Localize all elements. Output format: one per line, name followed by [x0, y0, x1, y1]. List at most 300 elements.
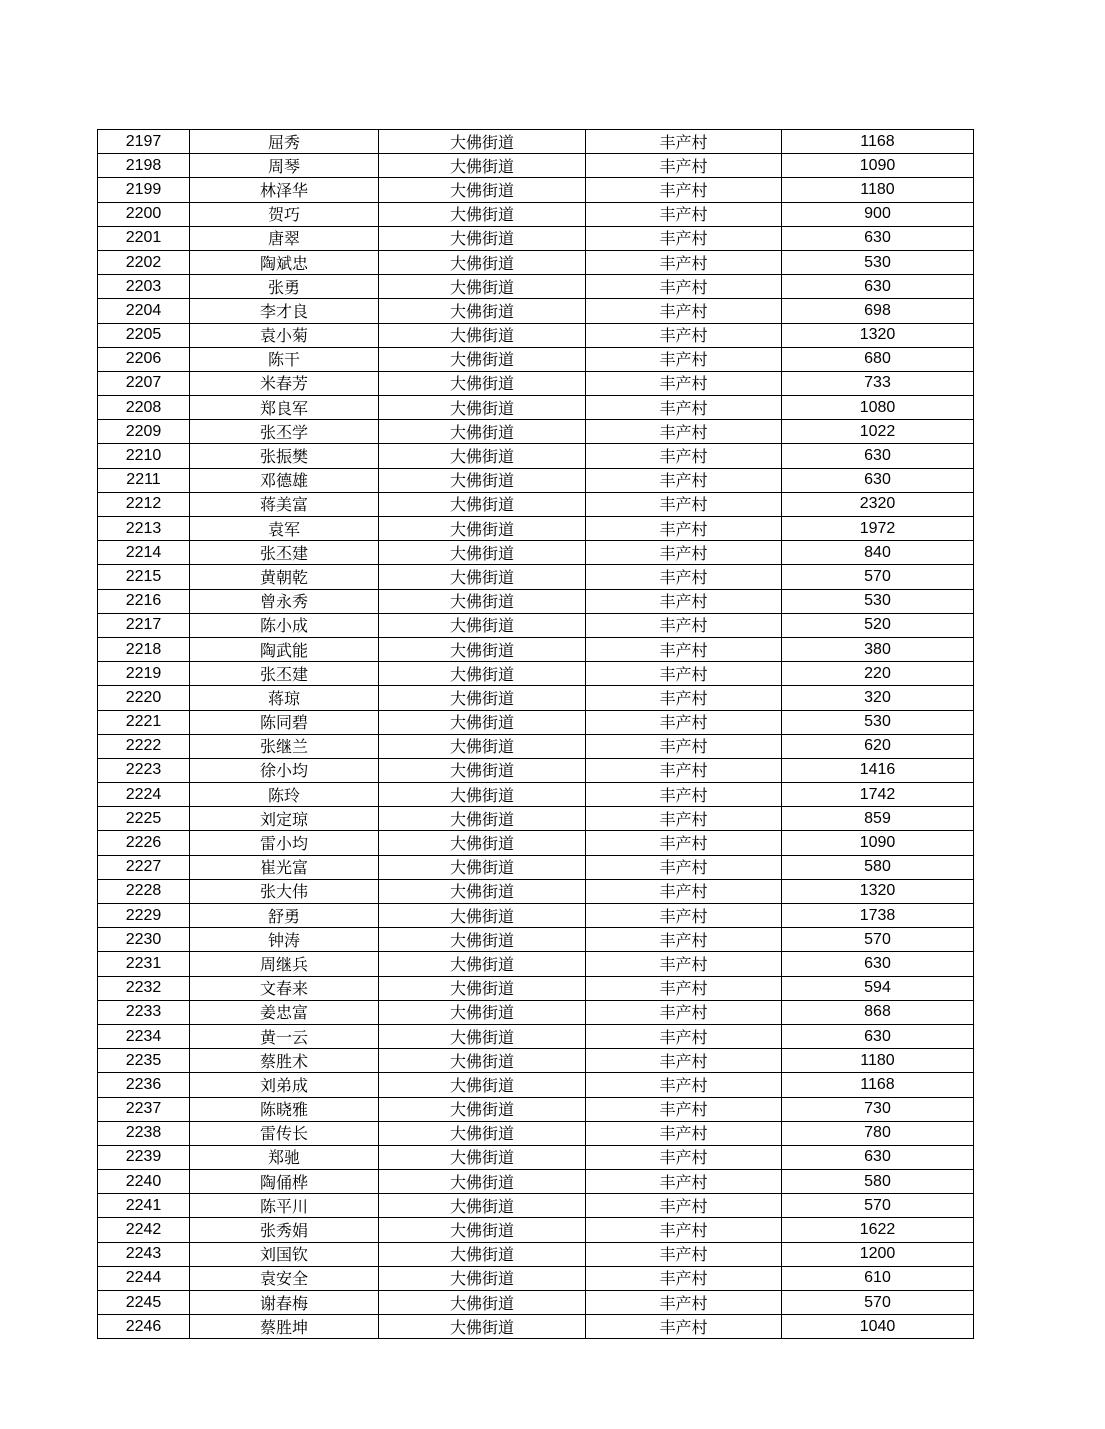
table-row — [98, 928, 974, 952]
village-cell: 丰产村 — [586, 662, 782, 686]
person-name-cell: 陶斌忠 — [190, 250, 379, 274]
street-cell: 大佛街道 — [379, 637, 586, 661]
person-name-cell: 郑驰 — [190, 1145, 379, 1169]
person-name-cell: 刘国钦 — [190, 1242, 379, 1266]
person-name-cell: 张大伟 — [190, 879, 379, 903]
amount-cell: 630 — [782, 226, 974, 250]
table-row — [98, 226, 974, 250]
person-name-cell: 陶武能 — [190, 637, 379, 661]
table-row — [98, 879, 974, 903]
row-number-cell: 2200 — [98, 202, 190, 226]
amount-cell: 1622 — [782, 1218, 974, 1242]
amount-cell: 594 — [782, 976, 974, 1000]
street-cell: 大佛街道 — [379, 541, 586, 565]
amount-cell: 630 — [782, 1145, 974, 1169]
row-number-cell: 2227 — [98, 855, 190, 879]
table-row — [98, 517, 974, 541]
table-row — [98, 1291, 974, 1315]
amount-cell: 220 — [782, 662, 974, 686]
village-cell: 丰产村 — [586, 879, 782, 903]
village-cell: 丰产村 — [586, 1218, 782, 1242]
table-row — [98, 492, 974, 516]
person-name-cell: 贺巧 — [190, 202, 379, 226]
person-name-cell: 陶俑桦 — [190, 1170, 379, 1194]
amount-cell: 1022 — [782, 420, 974, 444]
person-name-cell: 屈秀 — [190, 130, 379, 154]
person-name-cell: 姜忠富 — [190, 1000, 379, 1024]
amount-cell: 530 — [782, 250, 974, 274]
street-cell: 大佛街道 — [379, 226, 586, 250]
street-cell: 大佛街道 — [379, 1218, 586, 1242]
village-cell: 丰产村 — [586, 710, 782, 734]
row-number-cell: 2213 — [98, 517, 190, 541]
row-number-cell: 2236 — [98, 1073, 190, 1097]
village-cell: 丰产村 — [586, 952, 782, 976]
amount-cell: 520 — [782, 613, 974, 637]
village-cell: 丰产村 — [586, 517, 782, 541]
amount-cell: 570 — [782, 565, 974, 589]
person-name-cell: 陈平川 — [190, 1194, 379, 1218]
table-row — [98, 637, 974, 661]
person-name-cell: 徐小均 — [190, 758, 379, 782]
village-cell: 丰产村 — [586, 226, 782, 250]
street-cell: 大佛街道 — [379, 1024, 586, 1048]
table-row — [98, 1097, 974, 1121]
table-body — [98, 130, 974, 1339]
table-row — [98, 831, 974, 855]
person-name-cell: 袁小菊 — [190, 323, 379, 347]
table-row — [98, 1170, 974, 1194]
row-number-cell: 2206 — [98, 347, 190, 371]
row-number-cell: 2202 — [98, 250, 190, 274]
amount-cell: 630 — [782, 952, 974, 976]
table-row — [98, 589, 974, 613]
amount-cell: 1200 — [782, 1242, 974, 1266]
amount-cell: 380 — [782, 637, 974, 661]
table-row — [98, 1121, 974, 1145]
village-cell: 丰产村 — [586, 1194, 782, 1218]
street-cell: 大佛街道 — [379, 879, 586, 903]
row-number-cell: 2229 — [98, 904, 190, 928]
table-row — [98, 904, 974, 928]
street-cell: 大佛街道 — [379, 1266, 586, 1290]
table-row — [98, 1024, 974, 1048]
street-cell: 大佛街道 — [379, 420, 586, 444]
village-cell: 丰产村 — [586, 976, 782, 1000]
person-name-cell: 黄一云 — [190, 1024, 379, 1048]
row-number-cell: 2241 — [98, 1194, 190, 1218]
village-cell: 丰产村 — [586, 275, 782, 299]
row-number-cell: 2245 — [98, 1291, 190, 1315]
row-number-cell: 2246 — [98, 1315, 190, 1339]
street-cell: 大佛街道 — [379, 1097, 586, 1121]
person-name-cell: 陈干 — [190, 347, 379, 371]
table-row — [98, 1242, 974, 1266]
street-cell: 大佛街道 — [379, 468, 586, 492]
person-name-cell: 曾永秀 — [190, 589, 379, 613]
row-number-cell: 2199 — [98, 178, 190, 202]
row-number-cell: 2220 — [98, 686, 190, 710]
table-row — [98, 734, 974, 758]
street-cell: 大佛街道 — [379, 1145, 586, 1169]
street-cell: 大佛街道 — [379, 758, 586, 782]
table-row — [98, 420, 974, 444]
street-cell: 大佛街道 — [379, 275, 586, 299]
street-cell: 大佛街道 — [379, 347, 586, 371]
village-cell: 丰产村 — [586, 1097, 782, 1121]
person-name-cell: 张继兰 — [190, 734, 379, 758]
person-name-cell: 袁安全 — [190, 1266, 379, 1290]
table-row — [98, 178, 974, 202]
village-cell: 丰产村 — [586, 734, 782, 758]
table-row — [98, 1194, 974, 1218]
amount-cell: 859 — [782, 807, 974, 831]
table-row — [98, 1266, 974, 1290]
amount-cell: 580 — [782, 1170, 974, 1194]
row-number-cell: 2237 — [98, 1097, 190, 1121]
village-cell: 丰产村 — [586, 1315, 782, 1339]
person-name-cell: 陈晓雅 — [190, 1097, 379, 1121]
row-number-cell: 2211 — [98, 468, 190, 492]
village-cell: 丰产村 — [586, 1073, 782, 1097]
person-name-cell: 文春来 — [190, 976, 379, 1000]
row-number-cell: 2223 — [98, 758, 190, 782]
street-cell: 大佛街道 — [379, 904, 586, 928]
street-cell: 大佛街道 — [379, 589, 586, 613]
table-row — [98, 1145, 974, 1169]
row-number-cell: 2242 — [98, 1218, 190, 1242]
street-cell: 大佛街道 — [379, 662, 586, 686]
table-row — [98, 275, 974, 299]
village-cell: 丰产村 — [586, 1024, 782, 1048]
village-cell: 丰产村 — [586, 492, 782, 516]
street-cell: 大佛街道 — [379, 492, 586, 516]
table-row — [98, 662, 974, 686]
amount-cell: 630 — [782, 275, 974, 299]
street-cell: 大佛街道 — [379, 565, 586, 589]
street-cell: 大佛街道 — [379, 1121, 586, 1145]
person-name-cell: 张勇 — [190, 275, 379, 299]
amount-cell: 620 — [782, 734, 974, 758]
table-row — [98, 952, 974, 976]
street-cell: 大佛街道 — [379, 1315, 586, 1339]
row-number-cell: 2217 — [98, 613, 190, 637]
person-name-cell: 陈同碧 — [190, 710, 379, 734]
village-cell: 丰产村 — [586, 807, 782, 831]
amount-cell: 1738 — [782, 904, 974, 928]
person-name-cell: 袁军 — [190, 517, 379, 541]
amount-cell: 733 — [782, 371, 974, 395]
table-row — [98, 130, 974, 154]
village-cell: 丰产村 — [586, 904, 782, 928]
amount-cell: 1168 — [782, 130, 974, 154]
village-cell: 丰产村 — [586, 686, 782, 710]
person-name-cell: 张振樊 — [190, 444, 379, 468]
street-cell: 大佛街道 — [379, 613, 586, 637]
table-row — [98, 855, 974, 879]
street-cell: 大佛街道 — [379, 1000, 586, 1024]
street-cell: 大佛街道 — [379, 1073, 586, 1097]
amount-cell: 1080 — [782, 396, 974, 420]
table-row — [98, 807, 974, 831]
street-cell: 大佛街道 — [379, 1049, 586, 1073]
village-cell: 丰产村 — [586, 831, 782, 855]
table-row — [98, 565, 974, 589]
row-number-cell: 2230 — [98, 928, 190, 952]
person-name-cell: 雷小均 — [190, 831, 379, 855]
person-name-cell: 舒勇 — [190, 904, 379, 928]
table-row — [98, 613, 974, 637]
village-cell: 丰产村 — [586, 202, 782, 226]
street-cell: 大佛街道 — [379, 444, 586, 468]
village-cell: 丰产村 — [586, 1242, 782, 1266]
amount-cell: 2320 — [782, 492, 974, 516]
row-number-cell: 2243 — [98, 1242, 190, 1266]
amount-cell: 780 — [782, 1121, 974, 1145]
person-name-cell: 蒋琼 — [190, 686, 379, 710]
row-number-cell: 2216 — [98, 589, 190, 613]
amount-cell: 680 — [782, 347, 974, 371]
amount-cell: 580 — [782, 855, 974, 879]
table-row — [98, 347, 974, 371]
row-number-cell: 2210 — [98, 444, 190, 468]
village-cell: 丰产村 — [586, 928, 782, 952]
village-cell: 丰产村 — [586, 444, 782, 468]
person-name-cell: 唐翠 — [190, 226, 379, 250]
village-cell: 丰产村 — [586, 541, 782, 565]
row-number-cell: 2198 — [98, 154, 190, 178]
street-cell: 大佛街道 — [379, 734, 586, 758]
row-number-cell: 2209 — [98, 420, 190, 444]
table-row — [98, 1315, 974, 1339]
table-row — [98, 758, 974, 782]
row-number-cell: 2197 — [98, 130, 190, 154]
person-name-cell: 陈玲 — [190, 783, 379, 807]
person-name-cell: 蔡胜坤 — [190, 1315, 379, 1339]
person-name-cell: 钟涛 — [190, 928, 379, 952]
table-row — [98, 976, 974, 1000]
amount-cell: 900 — [782, 202, 974, 226]
street-cell: 大佛街道 — [379, 928, 586, 952]
table-row — [98, 710, 974, 734]
person-name-cell: 陈小成 — [190, 613, 379, 637]
row-number-cell: 2226 — [98, 831, 190, 855]
street-cell: 大佛街道 — [379, 154, 586, 178]
table-row — [98, 250, 974, 274]
row-number-cell: 2234 — [98, 1024, 190, 1048]
amount-cell: 630 — [782, 468, 974, 492]
street-cell: 大佛街道 — [379, 1170, 586, 1194]
row-number-cell: 2233 — [98, 1000, 190, 1024]
amount-cell: 1416 — [782, 758, 974, 782]
village-cell: 丰产村 — [586, 1121, 782, 1145]
amount-cell: 610 — [782, 1266, 974, 1290]
street-cell: 大佛街道 — [379, 952, 586, 976]
person-name-cell: 蔡胜术 — [190, 1049, 379, 1073]
street-cell: 大佛街道 — [379, 202, 586, 226]
village-cell: 丰产村 — [586, 468, 782, 492]
amount-cell: 570 — [782, 1194, 974, 1218]
table-row — [98, 1000, 974, 1024]
row-number-cell: 2221 — [98, 710, 190, 734]
street-cell: 大佛街道 — [379, 299, 586, 323]
street-cell: 大佛街道 — [379, 517, 586, 541]
row-number-cell: 2235 — [98, 1049, 190, 1073]
amount-cell: 868 — [782, 1000, 974, 1024]
village-cell: 丰产村 — [586, 589, 782, 613]
person-name-cell: 米春芳 — [190, 371, 379, 395]
amount-cell: 630 — [782, 444, 974, 468]
person-name-cell: 崔光富 — [190, 855, 379, 879]
village-cell: 丰产村 — [586, 154, 782, 178]
person-name-cell: 张秀娟 — [190, 1218, 379, 1242]
street-cell: 大佛街道 — [379, 1194, 586, 1218]
table-row — [98, 396, 974, 420]
row-number-cell: 2204 — [98, 299, 190, 323]
data-table — [97, 129, 974, 1339]
village-cell: 丰产村 — [586, 1170, 782, 1194]
street-cell: 大佛街道 — [379, 976, 586, 1000]
amount-cell: 1180 — [782, 1049, 974, 1073]
village-cell: 丰产村 — [586, 371, 782, 395]
street-cell: 大佛街道 — [379, 855, 586, 879]
amount-cell: 530 — [782, 589, 974, 613]
table-row — [98, 1073, 974, 1097]
table-row — [98, 154, 974, 178]
amount-cell: 1320 — [782, 323, 974, 347]
street-cell: 大佛街道 — [379, 710, 586, 734]
table-row — [98, 299, 974, 323]
row-number-cell: 2222 — [98, 734, 190, 758]
amount-cell: 1180 — [782, 178, 974, 202]
street-cell: 大佛街道 — [379, 130, 586, 154]
row-number-cell: 2240 — [98, 1170, 190, 1194]
person-name-cell: 雷传长 — [190, 1121, 379, 1145]
row-number-cell: 2244 — [98, 1266, 190, 1290]
table-row — [98, 686, 974, 710]
table-row — [98, 468, 974, 492]
table-row — [98, 323, 974, 347]
person-name-cell: 张丕学 — [190, 420, 379, 444]
amount-cell: 1742 — [782, 783, 974, 807]
amount-cell: 1090 — [782, 831, 974, 855]
table-row — [98, 541, 974, 565]
village-cell: 丰产村 — [586, 420, 782, 444]
row-number-cell: 2205 — [98, 323, 190, 347]
person-name-cell: 黄朝乾 — [190, 565, 379, 589]
village-cell: 丰产村 — [586, 396, 782, 420]
amount-cell: 698 — [782, 299, 974, 323]
person-name-cell: 蒋美富 — [190, 492, 379, 516]
village-cell: 丰产村 — [586, 783, 782, 807]
village-cell: 丰产村 — [586, 130, 782, 154]
street-cell: 大佛街道 — [379, 831, 586, 855]
amount-cell: 840 — [782, 541, 974, 565]
person-name-cell: 林泽华 — [190, 178, 379, 202]
street-cell: 大佛街道 — [379, 783, 586, 807]
amount-cell: 1320 — [782, 879, 974, 903]
amount-cell: 530 — [782, 710, 974, 734]
street-cell: 大佛街道 — [379, 323, 586, 347]
street-cell: 大佛街道 — [379, 250, 586, 274]
village-cell: 丰产村 — [586, 250, 782, 274]
person-name-cell: 刘弟成 — [190, 1073, 379, 1097]
table-row — [98, 1218, 974, 1242]
row-number-cell: 2231 — [98, 952, 190, 976]
village-cell: 丰产村 — [586, 1266, 782, 1290]
village-cell: 丰产村 — [586, 347, 782, 371]
person-name-cell: 谢春梅 — [190, 1291, 379, 1315]
village-cell: 丰产村 — [586, 299, 782, 323]
village-cell: 丰产村 — [586, 178, 782, 202]
amount-cell: 630 — [782, 1024, 974, 1048]
row-number-cell: 2224 — [98, 783, 190, 807]
table-row — [98, 371, 974, 395]
village-cell: 丰产村 — [586, 1049, 782, 1073]
street-cell: 大佛街道 — [379, 396, 586, 420]
village-cell: 丰产村 — [586, 1000, 782, 1024]
person-name-cell: 刘定琼 — [190, 807, 379, 831]
street-cell: 大佛街道 — [379, 178, 586, 202]
row-number-cell: 2208 — [98, 396, 190, 420]
row-number-cell: 2207 — [98, 371, 190, 395]
row-number-cell: 2238 — [98, 1121, 190, 1145]
amount-cell: 1972 — [782, 517, 974, 541]
street-cell: 大佛街道 — [379, 686, 586, 710]
street-cell: 大佛街道 — [379, 1242, 586, 1266]
person-name-cell: 邓德雄 — [190, 468, 379, 492]
amount-cell: 1040 — [782, 1315, 974, 1339]
row-number-cell: 2228 — [98, 879, 190, 903]
amount-cell: 320 — [782, 686, 974, 710]
row-number-cell: 2201 — [98, 226, 190, 250]
person-name-cell: 郑良军 — [190, 396, 379, 420]
amount-cell: 570 — [782, 1291, 974, 1315]
amount-cell: 730 — [782, 1097, 974, 1121]
person-name-cell: 张丕建 — [190, 541, 379, 565]
person-name-cell: 张丕建 — [190, 662, 379, 686]
amount-cell: 1168 — [782, 1073, 974, 1097]
row-number-cell: 2214 — [98, 541, 190, 565]
village-cell: 丰产村 — [586, 613, 782, 637]
row-number-cell: 2218 — [98, 637, 190, 661]
street-cell: 大佛街道 — [379, 1291, 586, 1315]
row-number-cell: 2225 — [98, 807, 190, 831]
table-row — [98, 783, 974, 807]
table-row — [98, 1049, 974, 1073]
village-cell: 丰产村 — [586, 758, 782, 782]
village-cell: 丰产村 — [586, 323, 782, 347]
row-number-cell: 2215 — [98, 565, 190, 589]
village-cell: 丰产村 — [586, 1291, 782, 1315]
person-name-cell: 周琴 — [190, 154, 379, 178]
village-cell: 丰产村 — [586, 855, 782, 879]
row-number-cell: 2212 — [98, 492, 190, 516]
table-row — [98, 202, 974, 226]
row-number-cell: 2203 — [98, 275, 190, 299]
street-cell: 大佛街道 — [379, 371, 586, 395]
village-cell: 丰产村 — [586, 565, 782, 589]
table-row — [98, 444, 974, 468]
row-number-cell: 2219 — [98, 662, 190, 686]
row-number-cell: 2239 — [98, 1145, 190, 1169]
village-cell: 丰产村 — [586, 1145, 782, 1169]
person-name-cell: 周继兵 — [190, 952, 379, 976]
village-cell: 丰产村 — [586, 637, 782, 661]
row-number-cell: 2232 — [98, 976, 190, 1000]
amount-cell: 1090 — [782, 154, 974, 178]
amount-cell: 570 — [782, 928, 974, 952]
